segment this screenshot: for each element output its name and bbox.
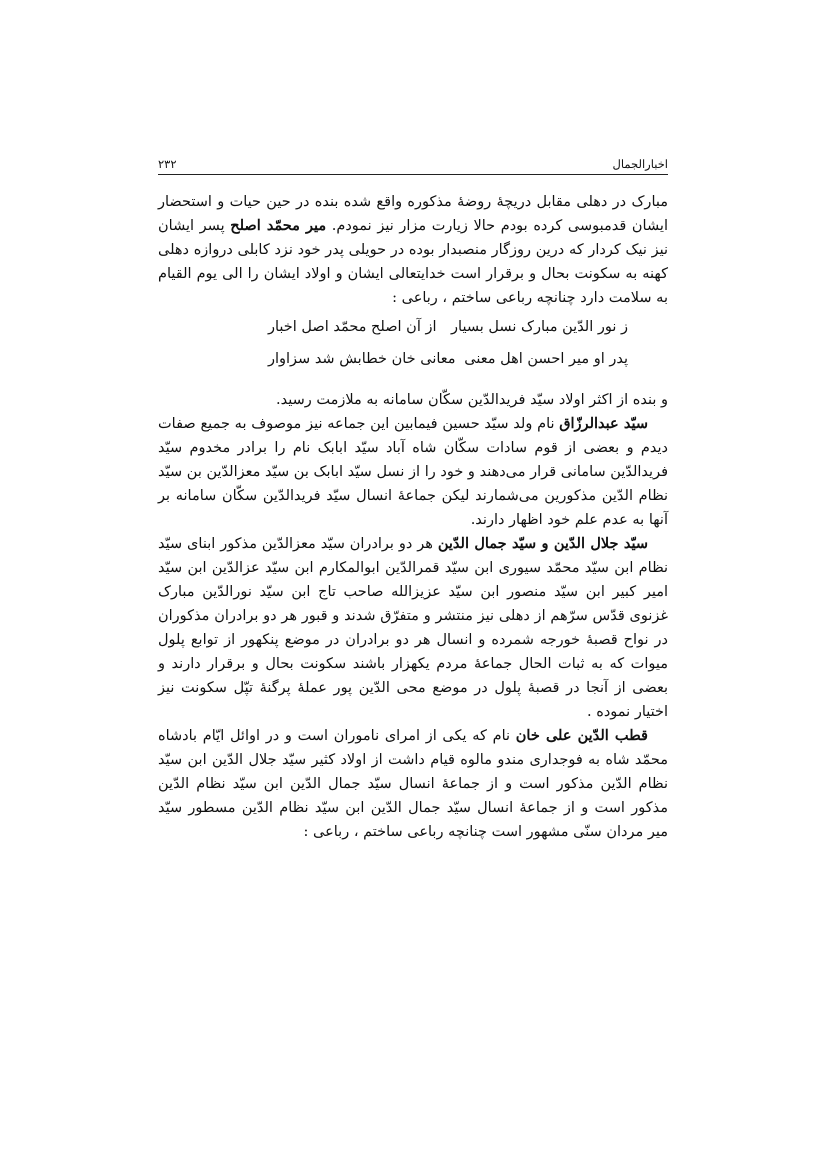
bold-name-qutbuddin-ali-khan: قطب الدّین علی خان [515,727,648,744]
paragraph-5 [158,724,668,844]
paragraph-5-text: نام که یکی از امرای ناموران است و در اوائل ایّام بادشاه محمّد شاه به فوجداری مندو مالوه قیام داشت از اولاد کثیر سیّد جلال الدّین ابن سیّد نظام الدّین مذکور است و از جماعهٔ انسال سیّد جمال الدّین ابن سیّد نظام الدّین مذکور است و از جماعهٔ انسال سیّد جمال الدّین ابن سیّد نظام الدّین مسطور سیّد میر مردان سنّی مشهور است چنانچه رباعی ساختم ، رباعی : [158,728,668,840]
paragraph-4-text: هر دو برادران سیّد معزالدّین مذکور ابنای سیّد نظام ابن سیّد محمّد سیوری ابن سیّد قمرالدّین ابوالمکارم ابن سیّد عزالدّین ابن سیّد امیر کبیر ابن سیّد منصور ابن سیّد عزیزالله صاحب تاج ابن سیّد نورالدّین مبارک غزنوی قدّس سرّهم از دهلی نیز منتشر و متفرّق شدند و قبور هر دو برادران مذکوران در نواح قصبهٔ خورجه شمرده و انسال هر دو برادران در موضع پنکهور از توابع پلول میوات که به ثبات الحال جماعهٔ مردم یکهزار باشند سکونت بحال و برقرار دارند و بعضی از آنجا در قصبهٔ پلول در موضع محی الدّین پور عملهٔ پرگنهٔ تپّل سکونت نیز اختیار نموده . [158,536,669,720]
page-header [158,151,668,175]
paragraph-4 [158,532,668,724]
verse-line-1 [268,312,628,342]
verse-spacer [158,376,668,388]
page-body [158,190,668,844]
bold-name-abdulrazzaq: سیّد عبدالرزّاق [559,415,648,432]
verse-2-hemistich-left: معانی خان خطابش شد سزاوار [268,351,456,367]
paragraph-3-text: نام ولد سیّد حسین فیمابین این جماعه نیز موصوف به جمیع صفات دیدم و بعضی از قوم سادات سکّان شاه آباد سیّد ابابک نام را برادر مخدوم سیّد فریدالدّین سامانی قرار می‌دهند و خود را از نسل سیّد ابابک بن سیّد معزالدّین بن سیّد نظام الدّین مذکورین می‌شمارند لیکن جماعهٔ انسال سیّد فریدالدّین سکّان سامانه بر آنها به عدم علم خود اظهار دارند. [158,416,668,528]
paragraph-2: و بنده از اکثر اولاد سیّد فریدالدّین سکّان سامانه به ملازمت رسید. [275,392,668,408]
paragraph-3 [158,412,668,532]
paragraph-1 [158,190,668,310]
verse-line-2 [268,344,628,374]
verse-2-hemistich-right: پدر او میر احسن اهل معنی [464,351,628,367]
page-number: ٢٣٢ [158,157,177,171]
verse-1-hemistich-right: ز نور الدّین مبارک نسل بسیار [451,319,628,335]
running-title: اخبارالجمال [612,157,668,171]
verse-1-hemistich-left: از آن اصلح محمّد اصل اخبار [268,319,437,335]
paragraph-1-text-b: پسر ایشان نیز نیک کردار که درین روزگار منصبدار بوده در حویلی پدر خود نزد کابلی دروازه دهلی کهنه به سکونت بحال و برقرار است خدایتعالی ایشان و اولاد ایشان را الی یوم القیام به سلامت دارد چنانچه رباعی ساختم ، رباعی : [158,218,668,306]
bold-name-mir-mohammad-aslah: میر محمّد اصلح [230,217,327,234]
paragraph-1-text-a: مبارک در دهلی مقابل دریچهٔ روضهٔ مذکوره واقع شده بنده در حین حیات و استحضار ایشان قدمبوسی کرده بودم حالا زیارت مزار نیز نمودم. [158,194,668,234]
bold-name-jalaluddin-jamaluddin: سیّد جلال الدّین و سیّد جمال الدّین [437,535,649,552]
